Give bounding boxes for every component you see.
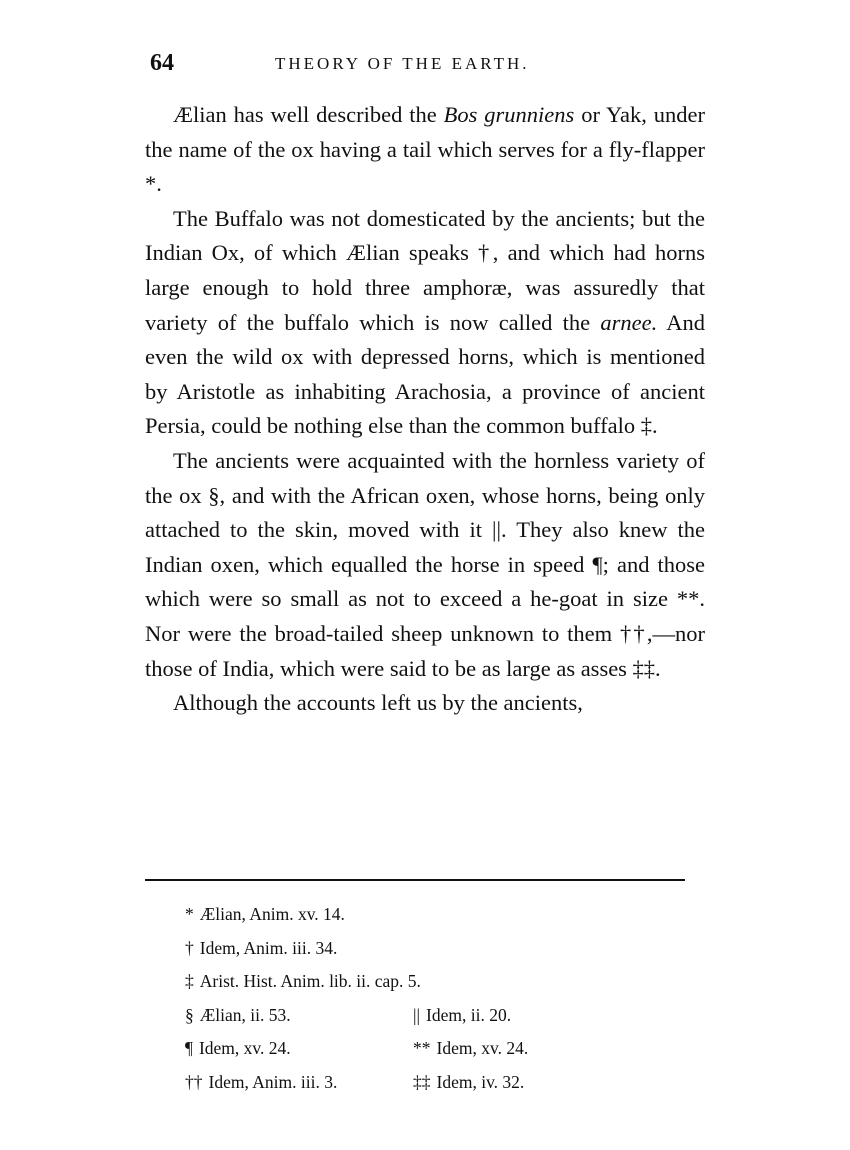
footnote-text: Idem, xv. 24. [436,1038,529,1058]
footnote-row [185,1005,665,1039]
footnote-text: Idem, Anim. iii. 34. [199,937,338,958]
page-number: 64 [150,50,174,76]
footnote-mark: ‡‡ [413,1071,431,1092]
paragraph [145,202,705,444]
paragraph [145,98,705,202]
footnote-row [185,904,665,938]
footnote-text: Idem, Anim. iii. 3. [208,1071,338,1092]
footnote-text: Arist. Hist. Anim. lib. ii. cap. 5. [199,971,421,991]
footnote-mark: § [185,1004,194,1025]
footnote-rule [145,879,685,881]
footnote-row [185,1072,665,1106]
text-segment: or Yak, under the name of the ox having a tail which serves for a fly-flapper *. [145,102,705,197]
footnote [413,1038,528,1059]
footnote-row [185,1038,665,1072]
footnote-row [185,971,665,1005]
running-head: THEORY OF THE EARTH. [275,54,530,73]
footnote-text: Ælian, ii. 53. [199,1004,291,1025]
footnote [185,971,421,992]
text-segment: The ancients were acquainted with the hornless variety of the ox §, and with the African oxen, whose horns, being only attached to the skin, moved with it ||. They also knew the Indian oxen, which equalled the horse in speed ¶; and those which were so small as not to exceed a he-goat in size **. Nor were the broad-tailed sheep unknown to them ††,—nor those of India, which were said to be as large as asses ‡‡. [145,447,705,681]
footnote [185,904,345,925]
footnote-mark: ‡ [185,971,194,991]
footnote-row [185,938,665,972]
footnote-text: Idem, ii. 20. [426,1004,512,1025]
footnote-text: Idem, iv. 32. [436,1071,525,1092]
text-segment: And even the wild ox with depressed horns, which is mentioned by Aristotle as inhabiting Arachosia, a province of ancient Persia, could be nothing else than the common buffalo ‡. [145,309,705,439]
italic-text: Bos grunniens [443,102,575,127]
footnote-mark: * [185,904,194,924]
footnote [185,1038,291,1059]
footnote-mark: || [413,1004,421,1025]
footnote-text: Idem, xv. 24. [198,1038,291,1058]
text-segment: The Buffalo was not domesticated by the ancients; but the Indian Ox, of which Ælian speaks †, and which had horns large enough to hold three amphoræ, was assuredly that variety of the buffalo which is now called the [145,205,705,335]
footnote-mark: ** [413,1038,431,1058]
footnote [185,1072,337,1093]
footnote [185,938,337,959]
footnotes [185,904,665,1105]
text-segment: Ælian has well described the [173,102,444,127]
italic-text: arnee. [600,309,658,335]
body-text [145,98,705,721]
footnote-mark: † [185,937,194,958]
footnote-mark: ¶ [185,1038,193,1058]
paragraph [145,444,705,686]
page-header [150,50,710,80]
footnote-text: Ælian, Anim. xv. 14. [199,904,345,924]
paragraph [145,686,705,721]
footnote [413,1005,511,1026]
footnote-mark: †† [185,1071,203,1092]
footnote [413,1072,524,1093]
footnote [185,1005,291,1026]
text-segment: Although the accounts left us by the ancients, [173,690,583,716]
